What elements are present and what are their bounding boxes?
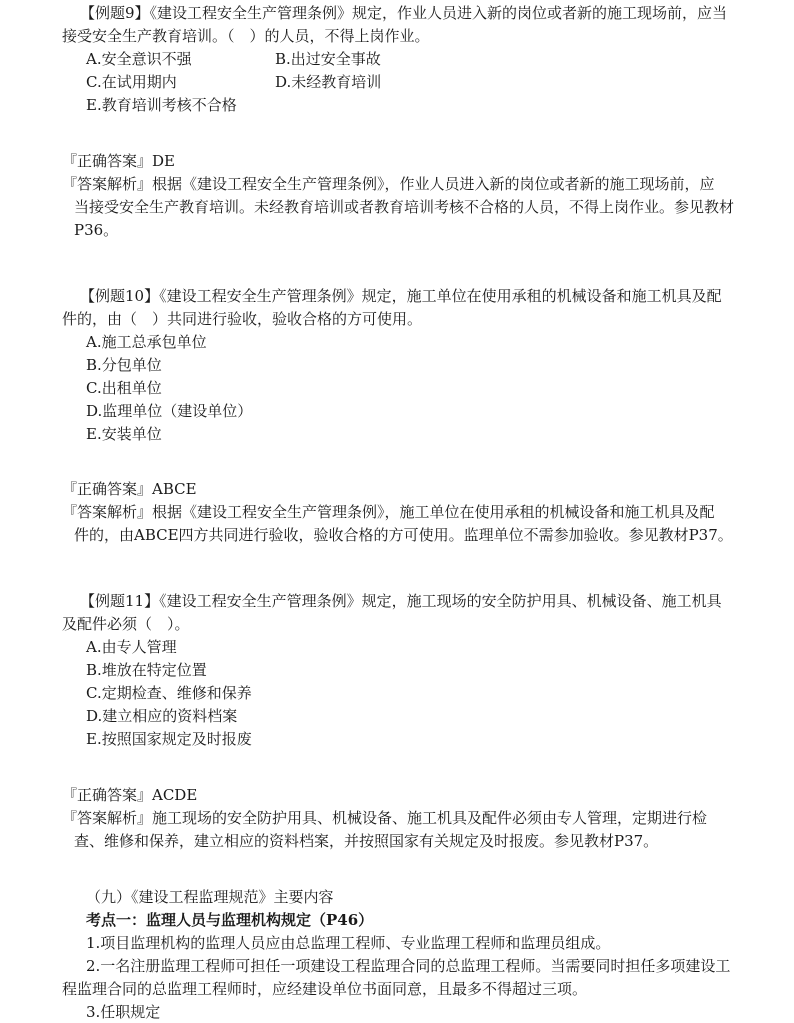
section-item-2-line-1: 2.一名注册监理工程师可担任一项建设工程监理合同的总监理工程师。当需要同时担任多项建设工: [86, 957, 731, 975]
section-item-1: 1.项目监理机构的监理人员应由总监理工程师、专业监理工程师和监理员组成。: [86, 934, 611, 952]
q10-stem-line-2: 件的，由（ ）共同进行验收，验收合格的方可使用。: [62, 310, 423, 328]
q11-option-b: B.堆放在特定位置: [86, 661, 207, 679]
q11-stem-line-2: 及配件必须（ ）。: [62, 615, 190, 633]
q10-option-e: E.安装单位: [86, 425, 162, 443]
q11-option-d: D.建立相应的资料档案: [86, 707, 238, 725]
q10-stem-line-1: 【例题10】《建设工程安全生产管理条例》规定，施工单位在使用承租的机械设备和施工机具及配: [80, 287, 722, 305]
q10-option-c: C.出租单位: [86, 379, 162, 397]
section-point-title: 考点一：监理人员与监理机构规定（P46）: [86, 911, 374, 929]
q9-option-e: E.教育培训考核不合格: [86, 96, 237, 114]
q9-option-b: B.出过安全事故: [275, 50, 381, 68]
q10-analysis-line-2: 件的，由ABCE四方共同进行验收，验收合格的方可使用。监理单位不需参加验收。参见教材P37。: [74, 526, 733, 544]
q9-option-c: C.在试用期内: [86, 73, 177, 91]
q9-analysis-line-1: 『答案解析』根据《建设工程安全生产管理条例》，作业人员进入新的岗位或者新的施工现场前，应: [62, 175, 715, 193]
q11-stem-line-1: 【例题11】《建设工程安全生产管理条例》规定，施工现场的安全防护用具、机械设备、施工机具: [80, 592, 722, 610]
q11-analysis-line-2: 查、维修和保养，建立相应的资料档案，并按照国家有关规定及时报废。参见教材P37。: [74, 832, 659, 850]
q10-answer: 『正确答案』ABCE: [62, 480, 197, 498]
q9-analysis-line-3: P36。: [74, 221, 119, 239]
q10-analysis-line-1: 『答案解析』根据《建设工程安全生产管理条例》，施工单位在使用承租的机械设备和施工机具及配: [62, 503, 715, 521]
q11-option-e: E.按照国家规定及时报废: [86, 730, 252, 748]
section-heading: （九）《建设工程监理规范》主要内容: [86, 888, 334, 906]
q9-option-a: A.安全意识不强: [86, 50, 192, 68]
q9-option-d: D.未经教育培训: [275, 73, 382, 91]
q9-analysis-line-2: 当接受安全生产教育培训。未经教育培训或者教育培训考核不合格的人员，不得上岗作业。参见教材: [74, 198, 735, 216]
q11-option-a: A.由专人管理: [86, 638, 177, 656]
q9-stem-line-2: 接受安全生产教育培训。（ ）的人员，不得上岗作业。: [62, 27, 430, 45]
q11-analysis-line-1: 『答案解析』施工现场的安全防护用具、机械设备、施工机具及配件必须由专人管理，定期进行检: [62, 809, 708, 827]
section-item-2-line-2: 程监理合同的总监理工程师时，应经建设单位书面同意，且最多不得超过三项。: [62, 980, 588, 998]
q10-option-a: A.施工总承包单位: [86, 333, 207, 351]
q11-option-c: C.定期检查、维修和保养: [86, 684, 252, 702]
q9-stem-line-1: 【例题9】《建设工程安全生产管理条例》规定，作业人员进入新的岗位或者新的施工现场前，应当: [80, 4, 728, 22]
q9-answer: 『正确答案』DE: [62, 152, 175, 170]
q11-answer: 『正确答案』ACDE: [62, 786, 198, 804]
section-item-3: 3.任职规定: [86, 1003, 161, 1021]
q10-option-d: D.监理单位（建设单位）: [86, 402, 253, 420]
q10-option-b: B.分包单位: [86, 356, 162, 374]
